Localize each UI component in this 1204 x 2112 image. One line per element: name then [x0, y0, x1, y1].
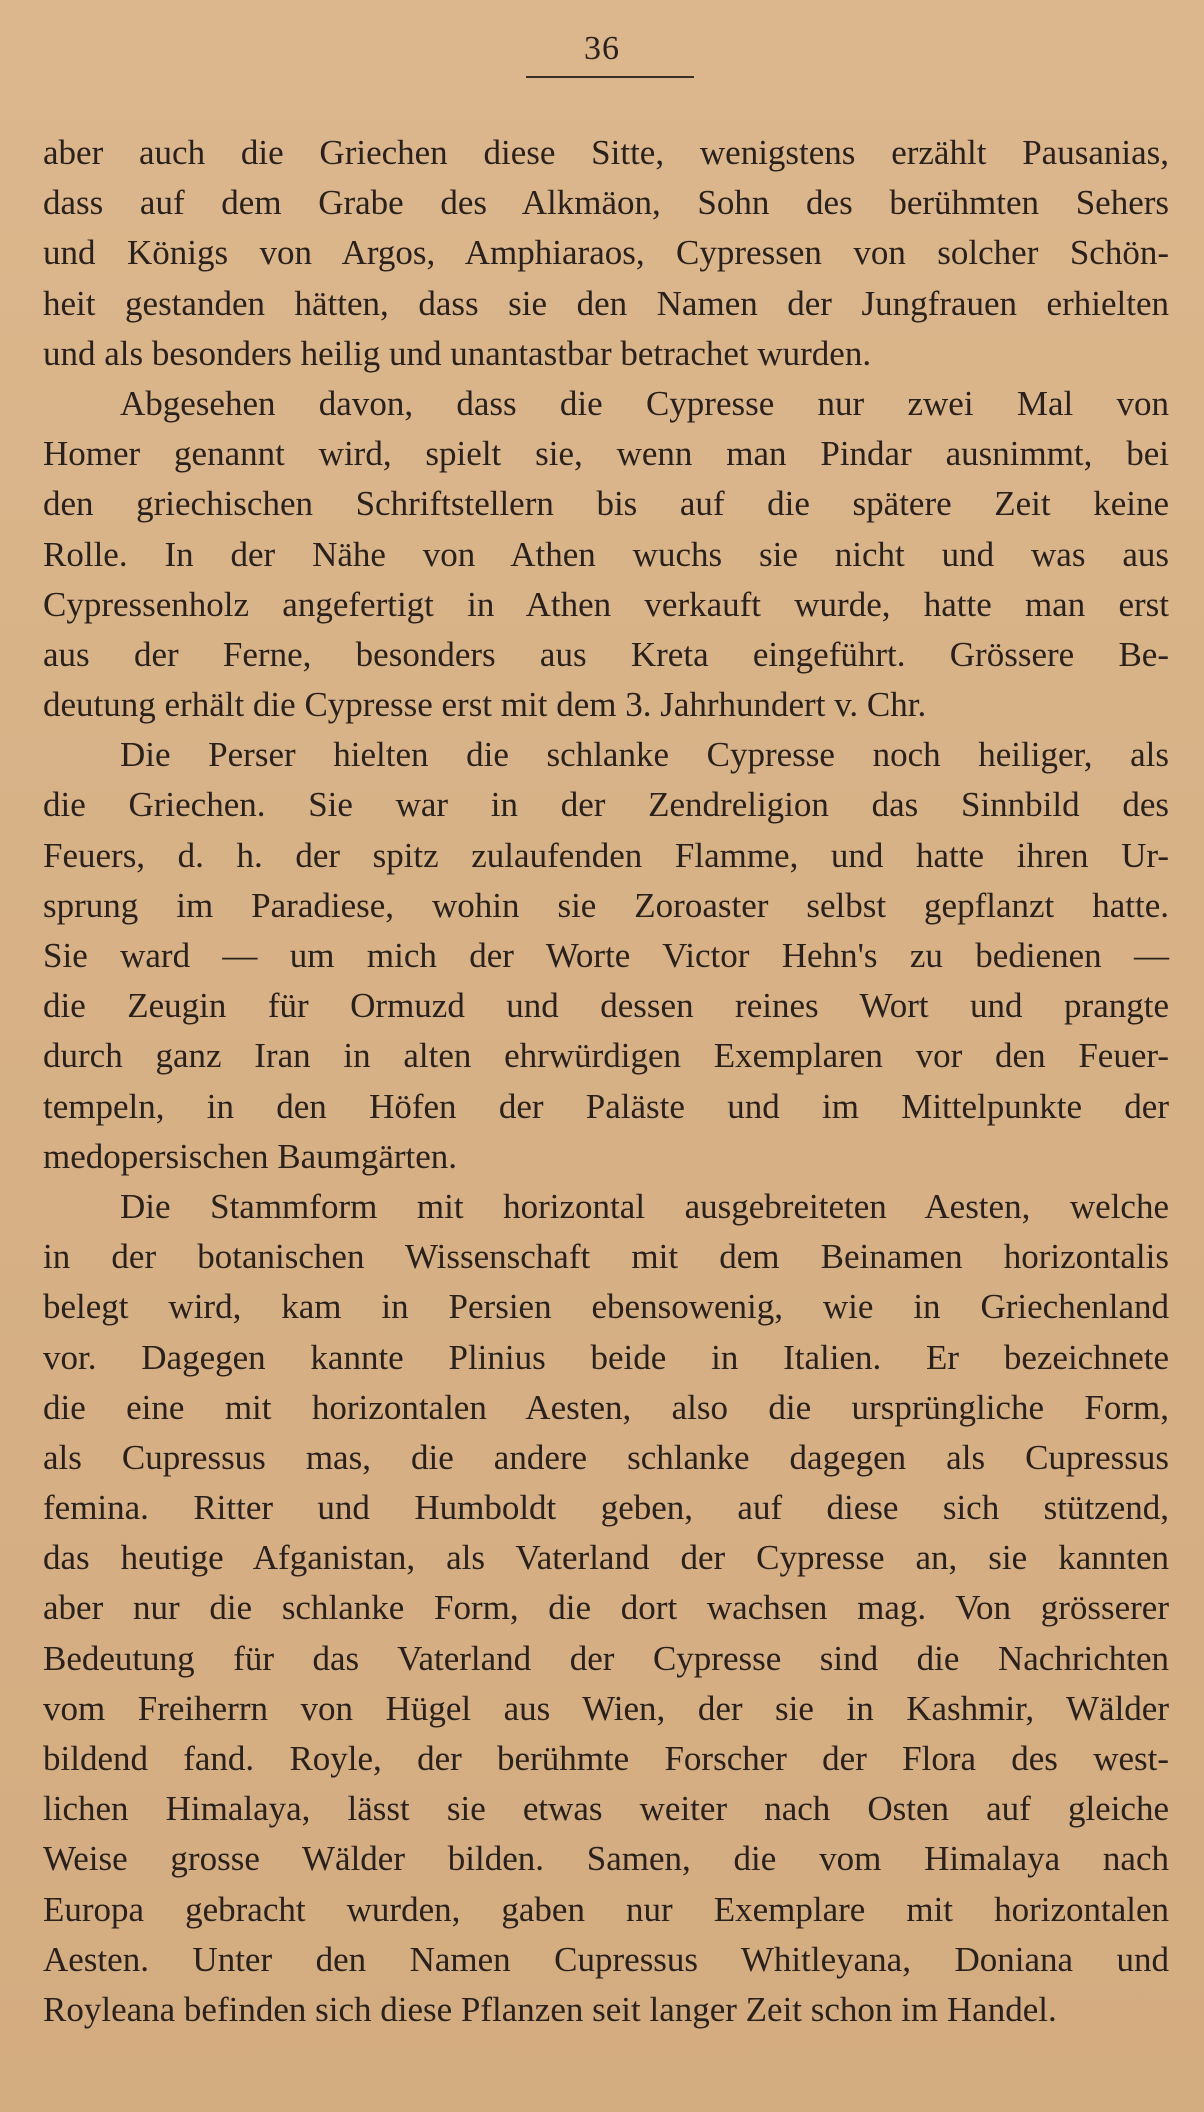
text-line: tempeln, in den Höfen der Paläste und im Mittelpunkte der [43, 1086, 1169, 1126]
text-line: die eine mit horizontalen Aesten, also die ursprüngliche Form, [43, 1387, 1169, 1427]
text-line: Royleana befinden sich diese Pflanzen seit langer Zeit schon im Handel. [43, 1989, 1057, 2029]
text-line: Abgesehen davon, dass die Cypresse nur zwei Mal von [120, 383, 1169, 423]
text-line: und Königs von Argos, Amphiaraos, Cypressen von solcher Schön- [43, 233, 1169, 273]
text-line: aber auch die Griechen diese Sitte, wenigstens erzählt Pausanias, [43, 133, 1169, 172]
text-line: Rolle. In der Nähe von Athen wuchs sie nicht und was aus [43, 534, 1169, 574]
text-line: Aesten. Unter den Namen Cupressus Whitleyana, Doniana und [43, 1939, 1169, 1979]
text-line: Homer genannt wird, spielt sie, wenn man Pindar ausnimmt, bei [43, 434, 1169, 474]
text-line: durch ganz Iran in alten ehrwürdigen Exemplaren vor den Feuer- [43, 1036, 1169, 1076]
paragraph [43, 128, 1169, 379]
text-line: Die Perser hielten die schlanke Cypresse noch heiliger, als [120, 735, 1169, 775]
text-line: Sie ward — um mich der Worte Victor Hehn's zu bedienen — [43, 936, 1169, 975]
text-line: dass auf dem Grabe des Alkmäon, Sohn des berühmten Sehers [43, 183, 1169, 223]
text-line: Feuers, d. h. der spitz zulaufenden Flamme, und hatte ihren Ur- [43, 835, 1169, 875]
body-text [43, 128, 1169, 2035]
text-line: Weise grosse Wälder bilden. Samen, die vom Himalaya nach [43, 1839, 1169, 1879]
text-line: das heutige Afganistan, als Vaterland der Cypresse an, sie kannten [43, 1538, 1169, 1578]
paragraph [43, 730, 1169, 1182]
text-line: lichen Himalaya, lässt sie etwas weiter nach Osten auf gleiche [43, 1789, 1169, 1829]
text-line: in der botanischen Wissenschaft mit dem Beinamen horizontalis [43, 1237, 1169, 1277]
text-line: aber nur die schlanke Form, die dort wachsen mag. Von grösserer [43, 1588, 1169, 1628]
text-line: aus der Ferne, besonders aus Kreta eingeführt. Grössere Be- [43, 634, 1169, 674]
text-line: belegt wird, kam in Persien ebensowenig, wie in Griechenland [43, 1287, 1169, 1327]
text-line: die Zeugin für Ormuzd und dessen reines Wort und prangte [43, 986, 1169, 1026]
text-line: die Griechen. Sie war in der Zendreligion das Sinnbild des [43, 785, 1169, 825]
text-line: heit gestanden hätten, dass sie den Namen der Jungfrauen erhielten [43, 283, 1169, 323]
text-line: sprung im Paradiese, wohin sie Zoroaster selbst gepflanzt hatte. [43, 885, 1169, 925]
header-rule [526, 76, 694, 78]
text-line: medopersischen Baumgärten. [43, 1136, 458, 1176]
text-line: Die Stammform mit horizontal ausgebreiteten Aesten, welche [120, 1186, 1169, 1226]
text-line: als Cupressus mas, die andere schlanke dagegen als Cupressus [43, 1437, 1169, 1477]
paragraph [43, 1182, 1169, 2035]
paragraph [43, 379, 1169, 730]
page-number: 36 [584, 30, 620, 67]
text-line: deutung erhält die Cypresse erst mit dem 3. Jahrhundert v. Chr. [43, 685, 927, 725]
text-line: bildend fand. Royle, der berühmte Forscher der Flora des west- [43, 1739, 1169, 1778]
text-line: Cypressenholz angefertigt in Athen verkauft wurde, hatte man erst [43, 584, 1169, 624]
text-line: vom Freiherrn von Hügel aus Wien, der sie in Kashmir, Wälder [43, 1688, 1169, 1728]
text-line: femina. Ritter und Humboldt geben, auf diese sich stützend, [43, 1488, 1169, 1528]
text-line: den griechischen Schriftstellern bis auf die spätere Zeit keine [43, 484, 1169, 524]
text-line: Bedeutung für das Vaterland der Cypresse sind die Nachrichten [43, 1638, 1169, 1678]
text-line: vor. Dagegen kannte Plinius beide in Italien. Er bezeichnete [43, 1337, 1169, 1377]
text-line: und als besonders heilig und unantastbar betrachet wurden. [43, 333, 872, 373]
text-line: Europa gebracht wurden, gaben nur Exemplare mit horizontalen [43, 1889, 1169, 1929]
